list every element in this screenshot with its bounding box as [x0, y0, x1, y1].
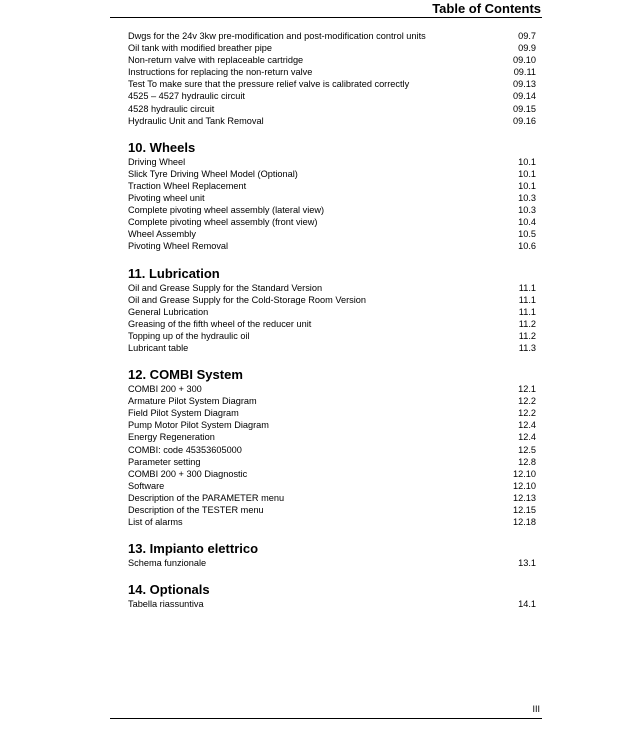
toc-entry — [128, 66, 536, 78]
toc-entry-page: 11.2 — [518, 318, 536, 329]
toc-entry-label: Complete pivoting wheel assembly (front view) — [128, 217, 318, 228]
toc-entry — [128, 228, 536, 240]
page-header-title: Table of Contents — [432, 1, 541, 16]
toc-entry — [128, 90, 536, 102]
toc-entry — [128, 492, 536, 504]
toc-entry — [128, 192, 536, 204]
toc-entry-label: Pump Motor Pilot System Diagram — [128, 420, 269, 431]
toc-entry-label: Pivoting Wheel Removal — [128, 241, 229, 252]
toc-entry-page: 11.2 — [518, 330, 536, 341]
toc-entry-label: General Lubrication — [128, 306, 209, 317]
toc-entry-page: 12.10 — [513, 468, 536, 479]
toc-entry — [128, 480, 536, 492]
toc-entry-page: 09.16 — [513, 115, 536, 126]
toc-entry — [128, 30, 536, 42]
toc-entry-label: Topping up of the hydraulic oil — [128, 330, 250, 341]
toc-entry-page: 12.8 — [518, 456, 536, 467]
toc-entry-page: 11.1 — [518, 306, 536, 317]
toc-entry-page: 12.5 — [518, 444, 536, 455]
toc-entry — [128, 103, 536, 115]
toc-entry — [128, 42, 536, 54]
toc-entry — [128, 54, 536, 66]
toc-entry-page: 12.13 — [513, 492, 536, 503]
toc-entry — [128, 78, 536, 90]
toc-entry-page: 12.2 — [518, 408, 536, 419]
toc-entry — [128, 598, 536, 610]
toc-entry — [128, 419, 536, 431]
toc-entry-label: Tabella riassuntiva — [128, 599, 204, 610]
toc-entry-page: 10.1 — [518, 168, 536, 179]
toc-entry-page: 10.3 — [518, 205, 536, 216]
toc-entry-label: Schema funzionale — [128, 558, 207, 569]
toc-entry-label: COMBI 200 + 300 Diagnostic — [128, 468, 248, 479]
toc-entry-label: Wheel Assembly — [128, 229, 196, 240]
toc-entry-page: 09.7 — [518, 31, 536, 41]
toc-entry-page: 12.4 — [518, 432, 536, 443]
toc-entry-page: 14.1 — [518, 599, 536, 610]
toc-entry-page: 10.3 — [518, 193, 536, 204]
toc-entry-page: 12.4 — [518, 420, 536, 431]
toc-entry-label: Complete pivoting wheel assembly (lateral view) — [128, 205, 325, 216]
toc-entry-page: 13.1 — [518, 558, 536, 569]
toc-entry-label: Slick Tyre Driving Wheel Model (Optional) — [128, 168, 298, 179]
toc-entry-label: Driving Wheel — [128, 156, 186, 167]
toc-entry-page: 11.1 — [518, 282, 536, 293]
toc-section-combi-system — [128, 367, 536, 528]
section-heading: 14. Optionals — [128, 582, 210, 598]
section-heading: 12. COMBI System — [128, 367, 243, 383]
toc-entry-page: 12.15 — [513, 505, 536, 515]
toc-entry-label: Description of the PARAMETER menu — [128, 492, 285, 503]
toc-entry — [128, 306, 536, 318]
toc-entry-page: 09.13 — [513, 79, 536, 90]
toc-entry-page: 11.3 — [518, 342, 536, 353]
toc-entry-page: 09.9 — [518, 43, 536, 54]
toc-entry — [128, 318, 536, 330]
toc-entry-label: Non-return valve with replaceable cartridge — [128, 55, 304, 66]
toc-entry — [128, 115, 536, 127]
toc-entry-page: 12.18 — [513, 517, 536, 528]
toc-intro-group — [128, 30, 536, 127]
toc-entry-label: Oil and Grease Supply for the Standard Version — [128, 282, 323, 293]
toc-entry-page: 10.6 — [518, 241, 536, 252]
toc-entry-label: Field Pilot System Diagram — [128, 408, 239, 419]
toc-section-impianto-elettrico — [128, 541, 536, 569]
toc-entry — [128, 204, 536, 216]
toc-entry-label: Software — [128, 480, 165, 491]
table-of-contents — [128, 30, 536, 610]
toc-entry-label: COMBI: code 45353605000 — [128, 444, 242, 455]
toc-entry-label: Hydraulic Unit and Tank Removal — [128, 115, 264, 126]
toc-entry-label: 4528 hydraulic circuit — [128, 103, 215, 114]
toc-section-lubrication — [128, 266, 536, 355]
toc-entry-page: 09.10 — [513, 55, 536, 66]
toc-entry-label: COMBI 200 + 300 — [128, 384, 202, 395]
toc-entry — [128, 294, 536, 306]
toc-entry-page: 10.4 — [518, 217, 536, 228]
toc-entry — [128, 282, 536, 294]
toc-entry — [128, 456, 536, 468]
toc-entry — [128, 504, 536, 516]
toc-entry — [128, 557, 536, 569]
toc-entry-label: List of alarms — [128, 517, 183, 528]
toc-entry-page: 12.2 — [518, 396, 536, 407]
toc-entry-page: 12.10 — [513, 480, 536, 491]
toc-entry-page: 10.1 — [518, 180, 536, 191]
toc-entry — [128, 168, 536, 180]
toc-entry — [128, 383, 536, 395]
toc-entry-label: Instructions for replacing the non-return valve — [128, 67, 313, 78]
toc-entry-label: Test To make sure that the pressure relief valve is calibrated correctly — [128, 79, 410, 90]
section-heading: 13. Impianto elettrico — [128, 541, 259, 557]
toc-entry — [128, 407, 536, 419]
toc-entry-page: 10.1 — [518, 156, 536, 167]
toc-entry — [128, 240, 536, 252]
toc-section-wheels — [128, 140, 536, 253]
toc-entry — [128, 180, 536, 192]
toc-entry — [128, 444, 536, 456]
toc-entry-label: Traction Wheel Replacement — [128, 180, 247, 191]
toc-entry — [128, 395, 536, 407]
toc-entry — [128, 431, 536, 443]
footer-rule — [110, 718, 542, 719]
toc-entry-label: Description of the TESTER menu — [128, 505, 264, 515]
toc-entry — [128, 216, 536, 228]
toc-entry-label: Parameter setting — [128, 456, 201, 467]
toc-entry-label: Lubricant table — [128, 342, 189, 353]
toc-entry-page: 09.15 — [513, 103, 536, 114]
toc-section-optionals — [128, 582, 536, 610]
toc-entry-label: Energy Regeneration — [128, 432, 215, 443]
toc-entry-label: Pivoting wheel unit — [128, 193, 205, 204]
toc-entry-label: Oil tank with modified breather pipe — [128, 43, 273, 54]
section-heading: 10. Wheels — [128, 139, 196, 155]
toc-entry-page: 12.1 — [518, 384, 536, 395]
toc-entry-label: Oil and Grease Supply for the Cold-Storage Room Version — [128, 294, 366, 305]
toc-entry-label: Armature Pilot System Diagram — [128, 396, 257, 407]
section-heading: 11. Lubrication — [128, 265, 220, 281]
footer-page-number: III — [532, 704, 540, 714]
toc-entry-label: 4525 – 4527 hydraulic circuit — [128, 91, 245, 102]
toc-entry — [128, 342, 536, 354]
toc-entry — [128, 156, 536, 168]
toc-entry — [128, 516, 536, 528]
toc-entry — [128, 330, 536, 342]
toc-entry-page: 09.11 — [513, 67, 536, 78]
toc-entry-label: Dwgs for the 24v 3kw pre-modification and post-modification control units — [128, 31, 426, 41]
toc-entry — [128, 468, 536, 480]
header-rule — [110, 17, 542, 18]
toc-entry-page: 10.5 — [518, 229, 536, 240]
toc-entry-page: 09.14 — [513, 91, 536, 102]
toc-entry-label: Greasing of the fifth wheel of the reducer unit — [128, 318, 312, 329]
toc-entry-page: 11.1 — [518, 294, 536, 305]
